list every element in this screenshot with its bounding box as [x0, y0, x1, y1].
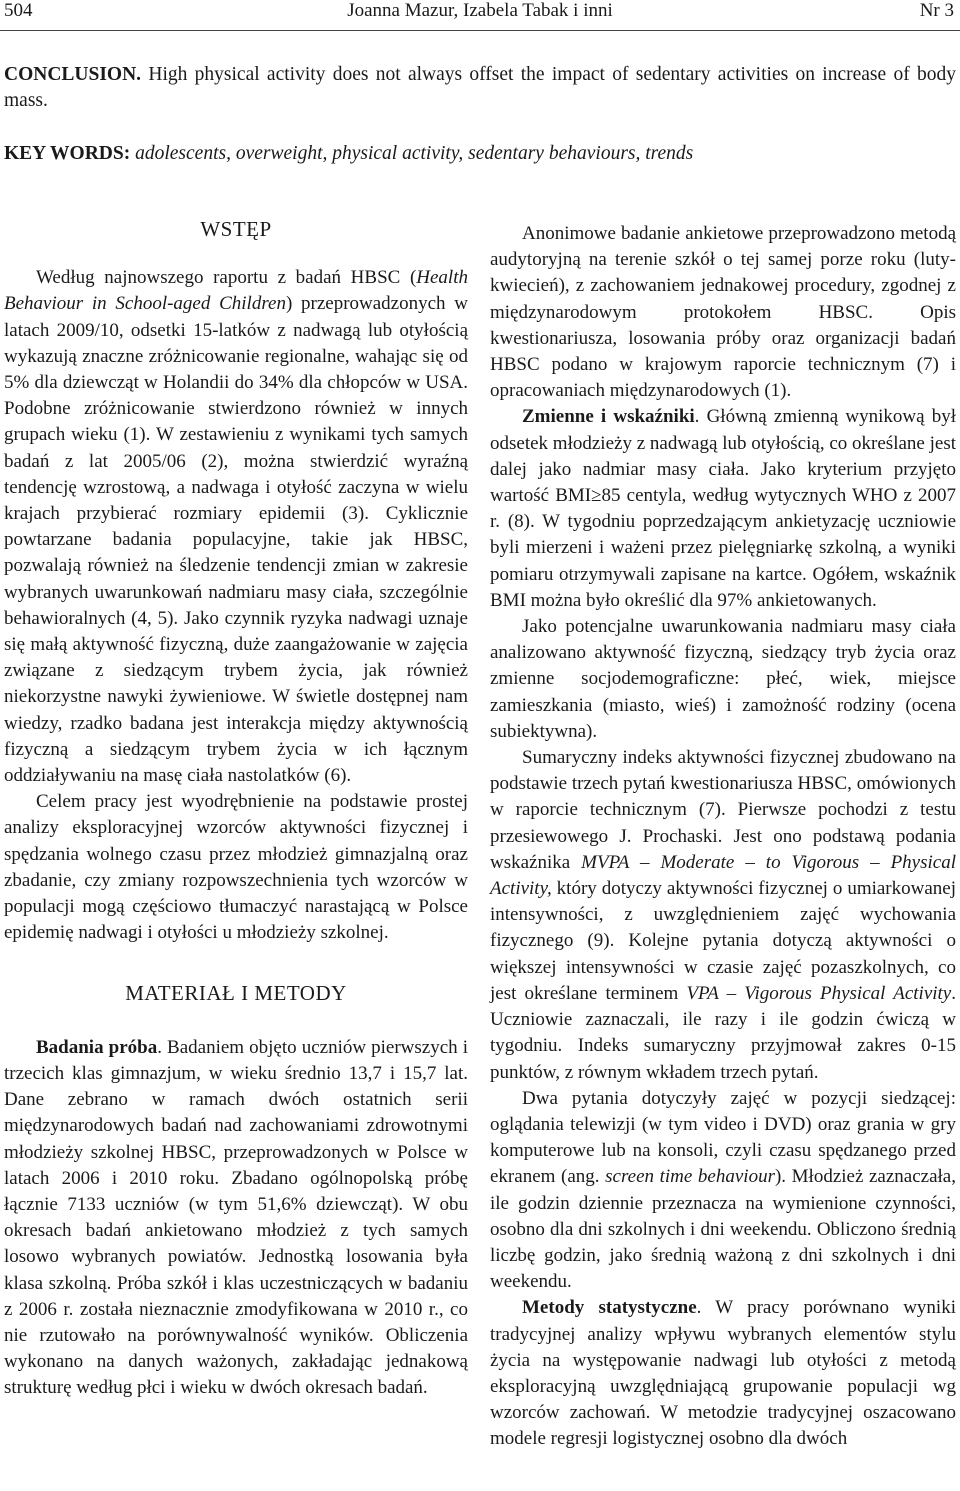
intro-paragraph-1: Według najnowszego raportu z badań HBSC (Health Behaviour in School-aged Children) przeprowadzonych w latach 2009/10, odsetki 15-latków z nadwagą lub otyłością wykazują znaczne zróżnicowanie regionalne, wahając się od 5% dla dziewcząt w Holandii do 34% dla chłopców w USA. Podobne zróżnicowanie stwierdzono również w innych grupach wieku (1). W zestawieniu z wynikami tych samych badań z lat 2005/06 (2), można stwierdzić wyraźną tendencję wzrostową, a nadwaga i otyłość zaczyna w wielu krajach przybierać rozmiary epidemii (3). Cyklicznie powtarzane badania populacyjne, takie jak HBSC, pozwalają również na śledzenie tendencji zmian w zakresie wybranych uwarunkowań nadmiaru masy ciała, szczególnie behawioralnych (4, 5). Jako czynnik ryzyka nadwagi uznaje się małą aktywność fizyczną, duże zaangażowanie w zajęcia związane z siedzącym trybem życia, jak również niekorzystne nawyki żywieniowe. W świetle dostępnej nam wiedzy, rzadko badana jest interakcja między aktywnością fizyczną a siedzącym trybem życia w ich łącznym oddziaływaniu na masę ciała nastolatków (6). — [4, 267, 469, 787]
section-heading-intro: WSTĘP — [200, 217, 272, 241]
page-number: 504 — [4, 0, 33, 21]
conclusion-text: High physical activity does not always offset the impact of sedentary activities on increase of body mass. — [4, 64, 956, 111]
keywords-paragraph — [4, 141, 956, 167]
variables-paragraph: Zmienne i wskaźniki. Główną zmienną wynikową był odsetek młodzieży z nadwagą lub otyłością, co określane jest dalej jako nadmiar masy ciała. Jako kryterium przyjęto wartość BMI≥85 centyla, według wytycznych WHO z 2007 r. (8). W tygodniu poprzedzającym ankietyzację uczniowie byli mierzeni i ważeni przez pielęgniarkę szkolną, a wyniki pomiaru otrzymywali zapisane na kartce. Ogółem, wskaźnik BMI można było określić dla 97% ankietowanych. — [490, 406, 956, 611]
activity-index-paragraph: Sumaryczny indeks aktywności fizycznej zbudowano na podstawie trzech pytań kwestionariusza HBSC, omówionych w raporcie technicznym (7). Pierwsze pochodzi z testu przesiewowego J. Prochaski. Jest ono podstawą podania wskaźnika MVPA – Moderate – to Vigorous – Physical Activity, który dotyczy aktywności fizycznej o umiarkowanej intensywności, z uwzględnieniem zajęć wychowania fizycznego (9). Kolejne pytania dotyczą aktywności o większej intensywności w czasie zajęć pozaszkolnych, co jest określane terminem VPA – Vigorous Physical Activity. Uczniowie zaznaczali, ile razy i ile godzin ćwiczą w tygodniu. Indeks sumaryczny przyjmował zakres 0-15 punktów, z równym wkładem trzech pytań. — [490, 747, 956, 1083]
determinants-paragraph: Jako potencjalne uwarunkowania nadmiaru masy ciała analizowano aktywność fizyczną, siedzący tryb życia oraz zmienne socjodemograficzne: płeć, wiek, miejsce zamieszkania (miasto, wieś) i zamożność rodziny (ocena subiektywna). — [490, 616, 956, 742]
keywords-label: KEY WORDS: — [4, 143, 131, 164]
section-heading-methods: MATERIAŁ I METODY — [125, 981, 347, 1006]
statistics-paragraph: Metody statystyczne. W pracy porównano wyniki tradycyjnej analizy wpływu wybranych elementów stylu życia na występowanie nadwagi lub otyłości z metodą eksploracyjną uwzględniającą grupowanie populacji wg wzorców zachowań. W metodzie tradycyjnej oszacowano modele regresji logistycznej osobno dla dwóch — [490, 1297, 956, 1450]
sedentary-paragraph: Dwa pytania dotyczyły zajęć w pozycji siedzącej: oglądania telewizji (w tym video i DVD) oraz grania w gry komputerowe lub na konsoli, czyli czasu spędzanego przed ekranem (ang. screen time behaviour). Młodzież zaznaczała, ile godzin dziennie przeznacza na wymienione czynności, osobno dla dni szkolnych i dni weekendu. Obliczono średnią liczbę godzin, jako średnią ważoną z dni szkolnych i dni weekendu. — [490, 1087, 956, 1293]
running-authors: Joanna Mazur, Izabela Tabak i inni — [347, 0, 613, 21]
left-column — [4, 216, 468, 1402]
statistics-label: Metody statystyczne — [522, 1297, 697, 1319]
conclusion-label: CONCLUSION. — [4, 64, 142, 85]
sample-paragraph: Badania próba. Badaniem objęto uczniów pierwszych i trzecich klas gimnazjum, w wieku średnio 13,7 i 15,7 lat. Dane zebrano w ramach dwóch ostatnich serii międzynarodowych badań nad zachowaniami zdrowotnymi młodzieży szkolnej HBSC, przeprowadzonych w Polsce w latach 2006 i 2010 roku. Zbadano ogólnopolską próbę łącznie 7133 uczniów (w tym 51,6% dziewcząt). W obu okresach badań ankietowano młodzież z tych samych losowo wybranych powiatów. Jednostką losowania była klasa szkolną. Próba szkół i klas uczestniczących w badaniu z 2006 r. została nieznacznie zmodyfikowana w 2010 r., co nie rzutowało na porównywalność wyników. Obliczenia wykonano na danych ważonych, zakładając jednakową strukturę według płci i wieku w dwóch okresach badań. — [4, 1036, 469, 1399]
sample-label: Badania próba — [36, 1036, 158, 1058]
variables-label: Zmienne i wskaźniki — [522, 406, 695, 428]
procedure-paragraph: Anonimowe badanie ankietowe przeprowadzono metodą audytoryjną na terenie szkół o tej samej porze roku (luty-kwiecień), z zachowaniem jednakowej procedury, zgodnej z międzynarodowym protokołem HBSC. Opis kwestionariusza, losowania próby oraz organizacji badań HBSC podano w krajowym raporcie technicznym (7) i opracowaniach międzynarodowych (1). — [490, 223, 956, 402]
right-column — [490, 221, 956, 1453]
conclusion-paragraph — [4, 62, 956, 114]
keywords-text: adolescents, overweight, physical activity, sedentary behaviours, trends — [130, 143, 694, 164]
header-divider — [0, 30, 960, 31]
running-header — [0, 0, 960, 28]
issue-number: Nr 3 — [919, 0, 954, 21]
intro-paragraph-2: Celem pracy jest wyodrębnienie na podstawie prostej analizy eksploracyjnej wzorców aktywności fizycznej i spędzania wolnego czasu przez młodzież gimnazjalną oraz zbadanie, czy zmiany rozpowszechnienia tych wzorców w populacji mogą częściowo tłumaczyć narastającą w Polsce epidemię nadwagi i otyłości u młodzieży szkolnej. — [4, 791, 468, 944]
